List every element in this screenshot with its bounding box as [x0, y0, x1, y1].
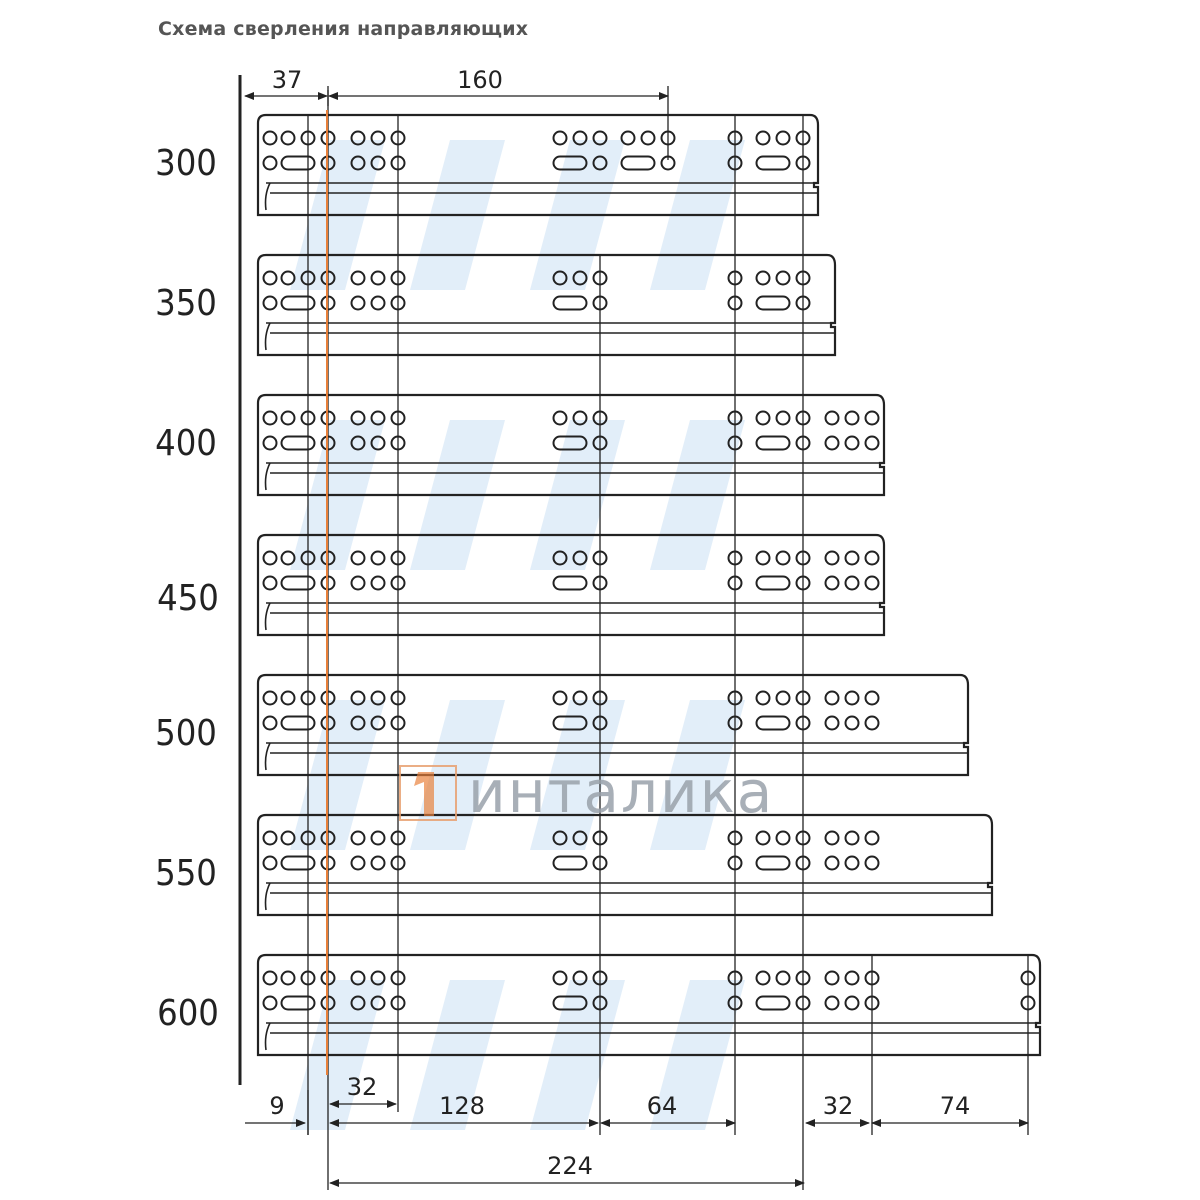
hole	[264, 412, 277, 425]
hole	[372, 832, 385, 845]
hole	[282, 692, 295, 705]
rail-length-label: 450	[157, 578, 219, 619]
hole	[846, 972, 859, 985]
hole	[826, 577, 839, 590]
slot-hole	[282, 297, 315, 310]
hole	[282, 272, 295, 285]
slot-hole	[622, 157, 655, 170]
rail-550	[258, 815, 992, 915]
hole	[372, 272, 385, 285]
hole	[282, 972, 295, 985]
hole	[846, 437, 859, 450]
rail-length-label: 550	[155, 853, 217, 894]
hole	[826, 437, 839, 450]
hole	[826, 692, 839, 705]
hole	[866, 692, 879, 705]
hole	[352, 272, 365, 285]
hole	[826, 552, 839, 565]
hole	[372, 857, 385, 870]
hole	[264, 157, 277, 170]
hole	[264, 692, 277, 705]
hole	[866, 412, 879, 425]
hole	[352, 857, 365, 870]
hole	[866, 437, 879, 450]
hole	[264, 437, 277, 450]
slot-hole	[282, 577, 315, 590]
hole	[757, 972, 770, 985]
rail-length-label: 300	[155, 143, 217, 184]
slot-hole	[757, 577, 790, 590]
hole	[846, 577, 859, 590]
hole	[264, 132, 277, 145]
bottom-dim-9: 9	[269, 1092, 285, 1120]
slot-hole	[757, 157, 790, 170]
hole	[372, 577, 385, 590]
hole	[866, 832, 879, 845]
hole	[622, 132, 635, 145]
hole	[282, 552, 295, 565]
hole	[282, 412, 295, 425]
hole	[642, 132, 655, 145]
slot-hole	[282, 157, 315, 170]
hole	[554, 412, 567, 425]
rail-length-label: 350	[155, 283, 217, 324]
slot-hole	[554, 857, 587, 870]
slot-hole	[282, 997, 315, 1010]
hole	[826, 412, 839, 425]
hole	[264, 857, 277, 870]
watermark-logo	[400, 758, 774, 826]
hole	[264, 552, 277, 565]
bottom-dim-74: 74	[939, 1092, 971, 1120]
hole	[352, 552, 365, 565]
bottom-dim-224: 224	[547, 1152, 593, 1180]
hole	[264, 717, 277, 730]
hole	[372, 552, 385, 565]
slot-hole	[757, 437, 790, 450]
rail-length-label: 400	[155, 423, 217, 464]
hole	[846, 552, 859, 565]
hole	[372, 297, 385, 310]
hole	[757, 552, 770, 565]
hole	[352, 832, 365, 845]
rail-length-label: 500	[155, 713, 217, 754]
rail-outline	[258, 815, 992, 915]
hole	[264, 972, 277, 985]
top-dim-37: 37	[271, 66, 303, 94]
hole	[846, 997, 859, 1010]
hole	[866, 552, 879, 565]
hole	[757, 272, 770, 285]
hole	[866, 857, 879, 870]
slot-hole	[282, 717, 315, 730]
hole	[826, 857, 839, 870]
hole	[777, 972, 790, 985]
hole	[846, 717, 859, 730]
hole	[282, 132, 295, 145]
bottom-dim-128: 128	[439, 1092, 485, 1120]
slot-hole	[554, 577, 587, 590]
hole	[846, 412, 859, 425]
rail-length-label: 600	[157, 993, 219, 1034]
hole	[757, 832, 770, 845]
hole	[777, 692, 790, 705]
hole	[554, 132, 567, 145]
hole	[866, 717, 879, 730]
watermark-text: инталика	[468, 758, 775, 826]
hole	[352, 577, 365, 590]
hole	[757, 132, 770, 145]
hole	[554, 692, 567, 705]
rail-length-labels	[155, 143, 219, 1034]
slot-hole	[282, 857, 315, 870]
bottom-dim-32-left: 32	[346, 1073, 378, 1101]
bottom-dimensions	[245, 1073, 1028, 1183]
slot-hole	[757, 717, 790, 730]
hole	[757, 412, 770, 425]
bottom-dim-64: 64	[646, 1092, 678, 1120]
hole	[826, 972, 839, 985]
hole	[264, 297, 277, 310]
hole	[264, 997, 277, 1010]
hole	[846, 857, 859, 870]
slot-hole	[554, 297, 587, 310]
hole	[866, 577, 879, 590]
diagram-title: Схема сверления направляющих	[158, 18, 529, 40]
hole	[352, 297, 365, 310]
hole	[826, 717, 839, 730]
slot-hole	[757, 297, 790, 310]
hole	[826, 997, 839, 1010]
hole	[846, 832, 859, 845]
hole	[282, 832, 295, 845]
top-dim-160: 160	[457, 66, 503, 94]
hole	[264, 832, 277, 845]
hole	[826, 832, 839, 845]
hole	[554, 972, 567, 985]
hole	[777, 412, 790, 425]
hole	[757, 692, 770, 705]
bottom-dim-32-right: 32	[822, 1092, 854, 1120]
slot-hole	[757, 997, 790, 1010]
hole	[264, 577, 277, 590]
hole	[777, 552, 790, 565]
slot-hole	[282, 437, 315, 450]
hole	[264, 272, 277, 285]
hole	[777, 132, 790, 145]
slot-hole	[757, 857, 790, 870]
hole	[846, 692, 859, 705]
hole	[777, 272, 790, 285]
hole	[777, 832, 790, 845]
